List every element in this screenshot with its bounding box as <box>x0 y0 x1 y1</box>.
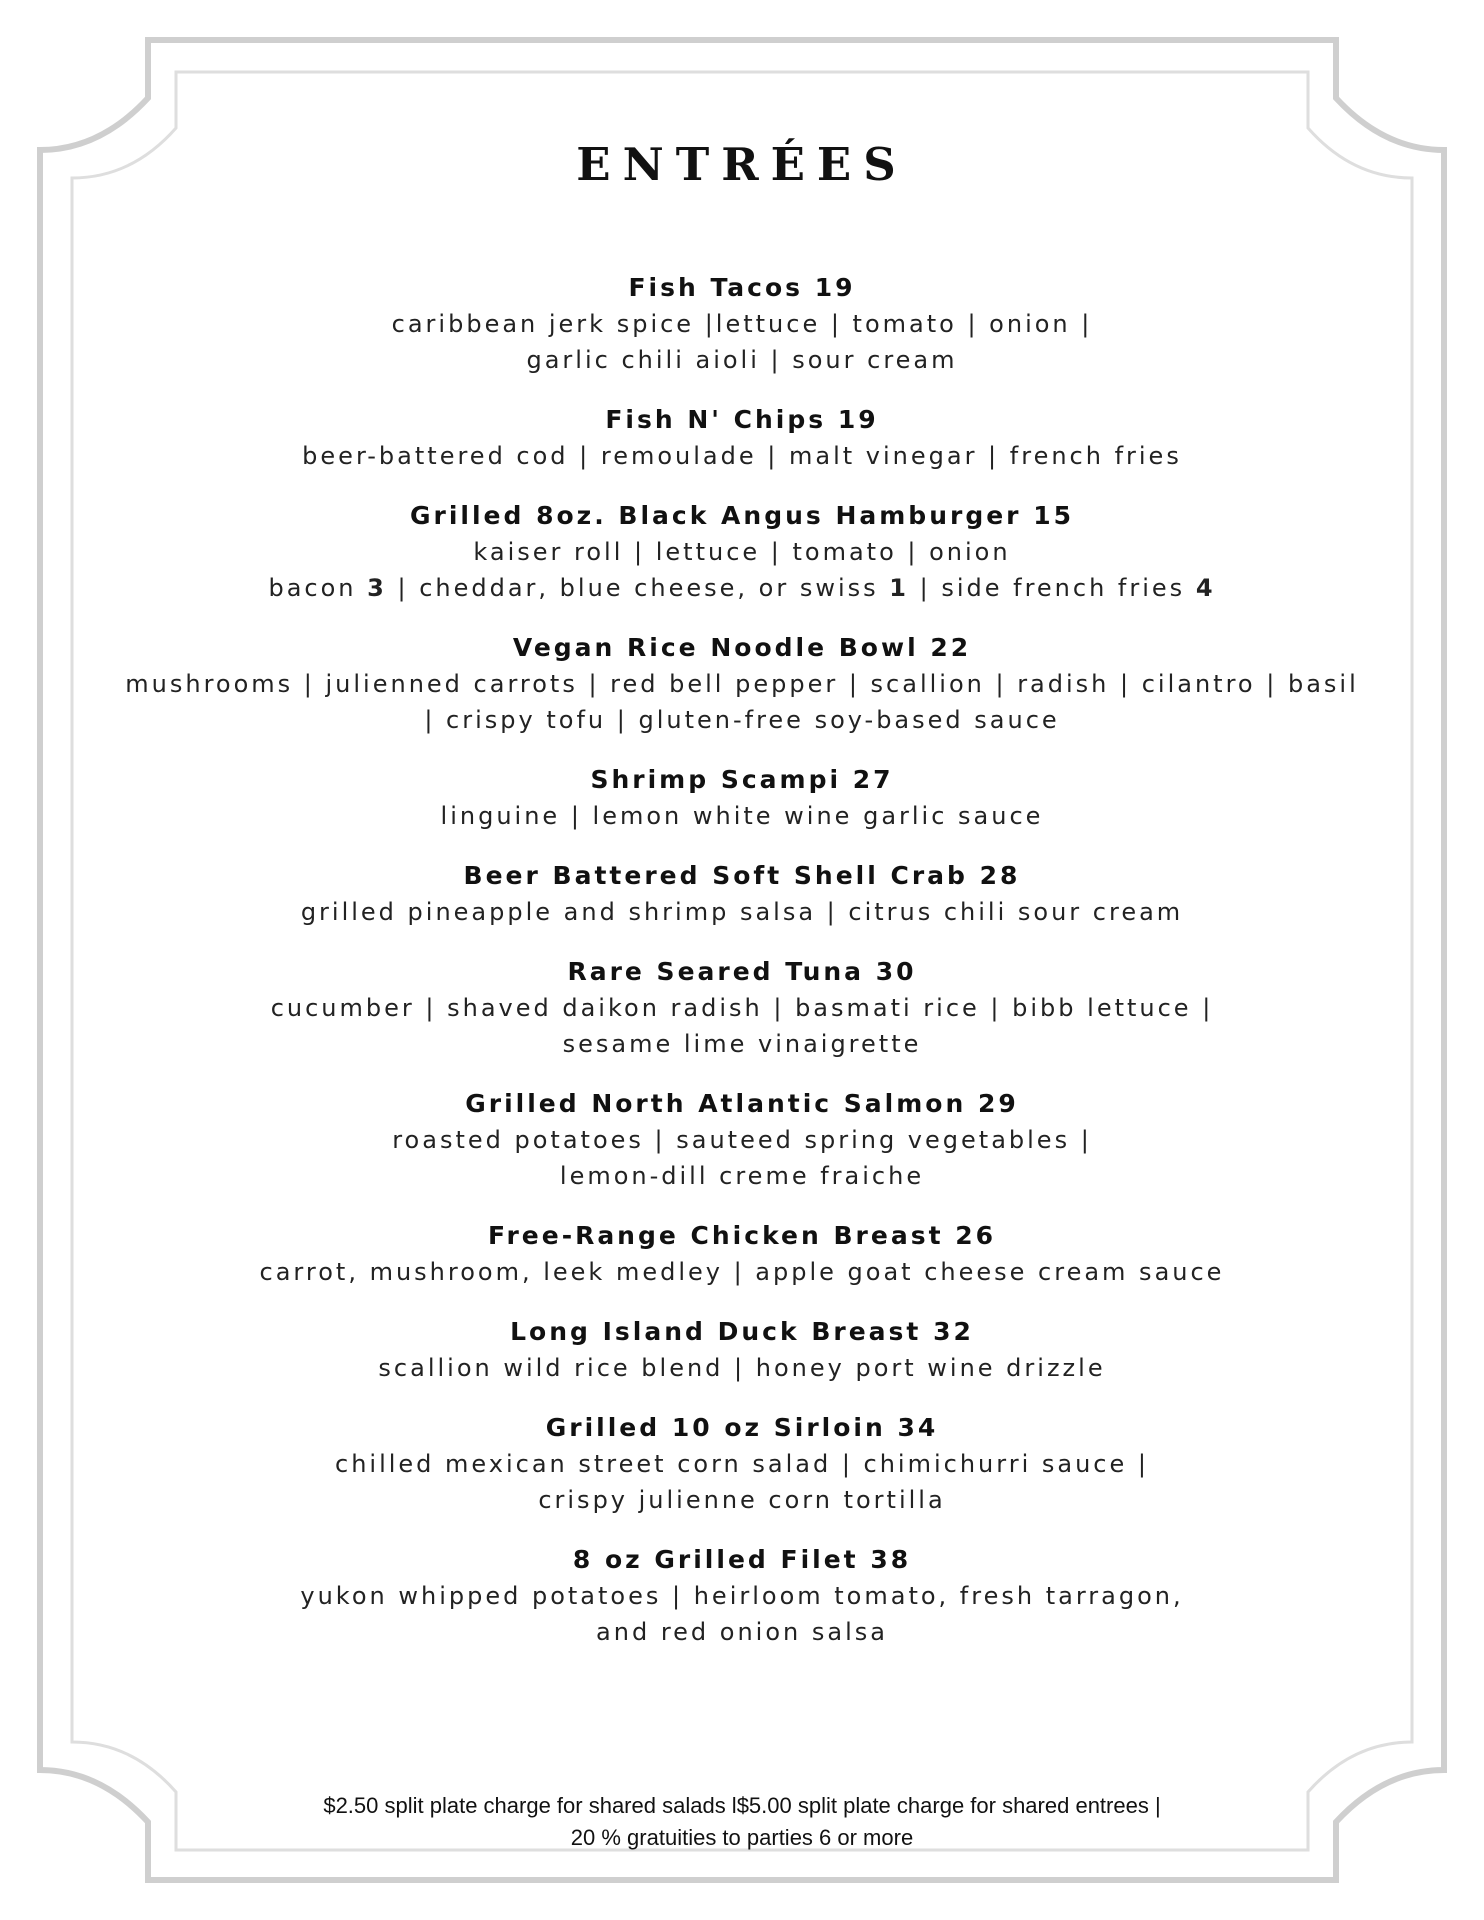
menu-item-name: Long Island Duck Breast 32 <box>510 1317 974 1346</box>
menu-item-name: Rare Seared Tuna 30 <box>567 957 917 986</box>
menu-item-name: Vegan Rice Noodle Bowl 22 <box>512 633 972 662</box>
menu-item <box>100 858 1384 930</box>
menu-item <box>100 762 1384 834</box>
menu-item-description: garlic chili aioli | sour cream <box>526 346 958 374</box>
menu-item-description: grilled pineapple and shrimp salsa | citrus chili sour cream <box>300 898 1184 926</box>
menu-list <box>100 270 1384 1674</box>
menu-item <box>100 630 1384 738</box>
menu-item-addons: bacon 3 | cheddar, blue cheese, or swiss 1 | side french fries 4 <box>268 574 1216 602</box>
menu-item-description: chilled mexican street corn salad | chimichurri sauce | <box>335 1450 1149 1478</box>
menu-item-description: crispy julienne corn tortilla <box>538 1486 946 1514</box>
menu-item <box>100 1086 1384 1194</box>
menu-item-description: roasted potatoes | sauteed spring vegetables | <box>392 1126 1092 1154</box>
menu-item-name: Shrimp Scampi 27 <box>590 765 894 794</box>
menu-item-name: Grilled North Atlantic Salmon 29 <box>465 1089 1019 1118</box>
addon-label: cheddar, blue cheese, or swiss <box>419 574 879 602</box>
menu-item <box>100 498 1384 606</box>
menu-item-description: sesame lime vinaigrette <box>562 1030 922 1058</box>
menu-item-name: Free-Range Chicken Breast 26 <box>487 1221 997 1250</box>
menu-item-description: mushrooms | julienned carrots | red bell pepper | scallion | radish | cilantro | basil <box>125 670 1359 698</box>
menu-item <box>100 1542 1384 1650</box>
addon-label: side french fries <box>941 574 1186 602</box>
menu-item-name: 8 oz Grilled Filet 38 <box>572 1545 912 1574</box>
page-title: ENTRÉES <box>576 138 908 191</box>
addon-price: 4 <box>1195 574 1216 602</box>
menu-item-description: scallion wild rice blend | honey port wine drizzle <box>378 1354 1106 1382</box>
menu-item-description: cucumber | shaved daikon radish | basmati rice | bibb lettuce | <box>270 994 1214 1022</box>
menu-item <box>100 954 1384 1062</box>
menu-item-description: lemon-dill creme fraiche <box>559 1162 925 1190</box>
menu-item-name: Grilled 10 oz Sirloin 34 <box>545 1413 939 1442</box>
menu-item <box>100 270 1384 378</box>
addon-price: 1 <box>889 574 909 602</box>
menu-item-description: linguine | lemon white wine garlic sauce <box>440 802 1044 830</box>
menu-item <box>100 402 1384 474</box>
menu-item-name: Fish N' Chips 19 <box>605 405 879 434</box>
menu-item-description: kaiser roll | lettuce | tomato | onion <box>473 538 1011 566</box>
menu-item-name: Grilled 8oz. Black Angus Hamburger 15 <box>409 501 1075 530</box>
menu-item <box>100 1314 1384 1386</box>
footer-line-2: 20 % gratuities to parties 6 or more <box>570 1825 914 1850</box>
menu-item-description: carrot, mushroom, leek medley | apple goat cheese cream sauce <box>259 1258 1225 1286</box>
menu-item-description: beer-battered cod | remoulade | malt vinegar | french fries <box>302 442 1182 470</box>
menu-item-name: Fish Tacos 19 <box>628 273 856 302</box>
addon-price: 3 <box>367 574 387 602</box>
menu-item-name: Beer Battered Soft Shell Crab 28 <box>463 861 1021 890</box>
footer-note <box>0 1790 1484 1854</box>
menu-item-description: | crispy tofu | gluten-free soy-based sauce <box>424 706 1060 734</box>
menu-item-description: caribbean jerk spice |lettuce | tomato | onion | <box>391 310 1093 338</box>
menu-item <box>100 1410 1384 1518</box>
menu-item-description: and red onion salsa <box>596 1618 888 1646</box>
footer-line-1: $2.50 split plate charge for shared salads l$5.00 split plate charge for shared entrees | <box>323 1793 1161 1818</box>
menu-item <box>100 1218 1384 1290</box>
menu-item-description: yukon whipped potatoes | heirloom tomato, fresh tarragon, <box>300 1582 1184 1610</box>
addon-label: bacon <box>268 574 357 602</box>
